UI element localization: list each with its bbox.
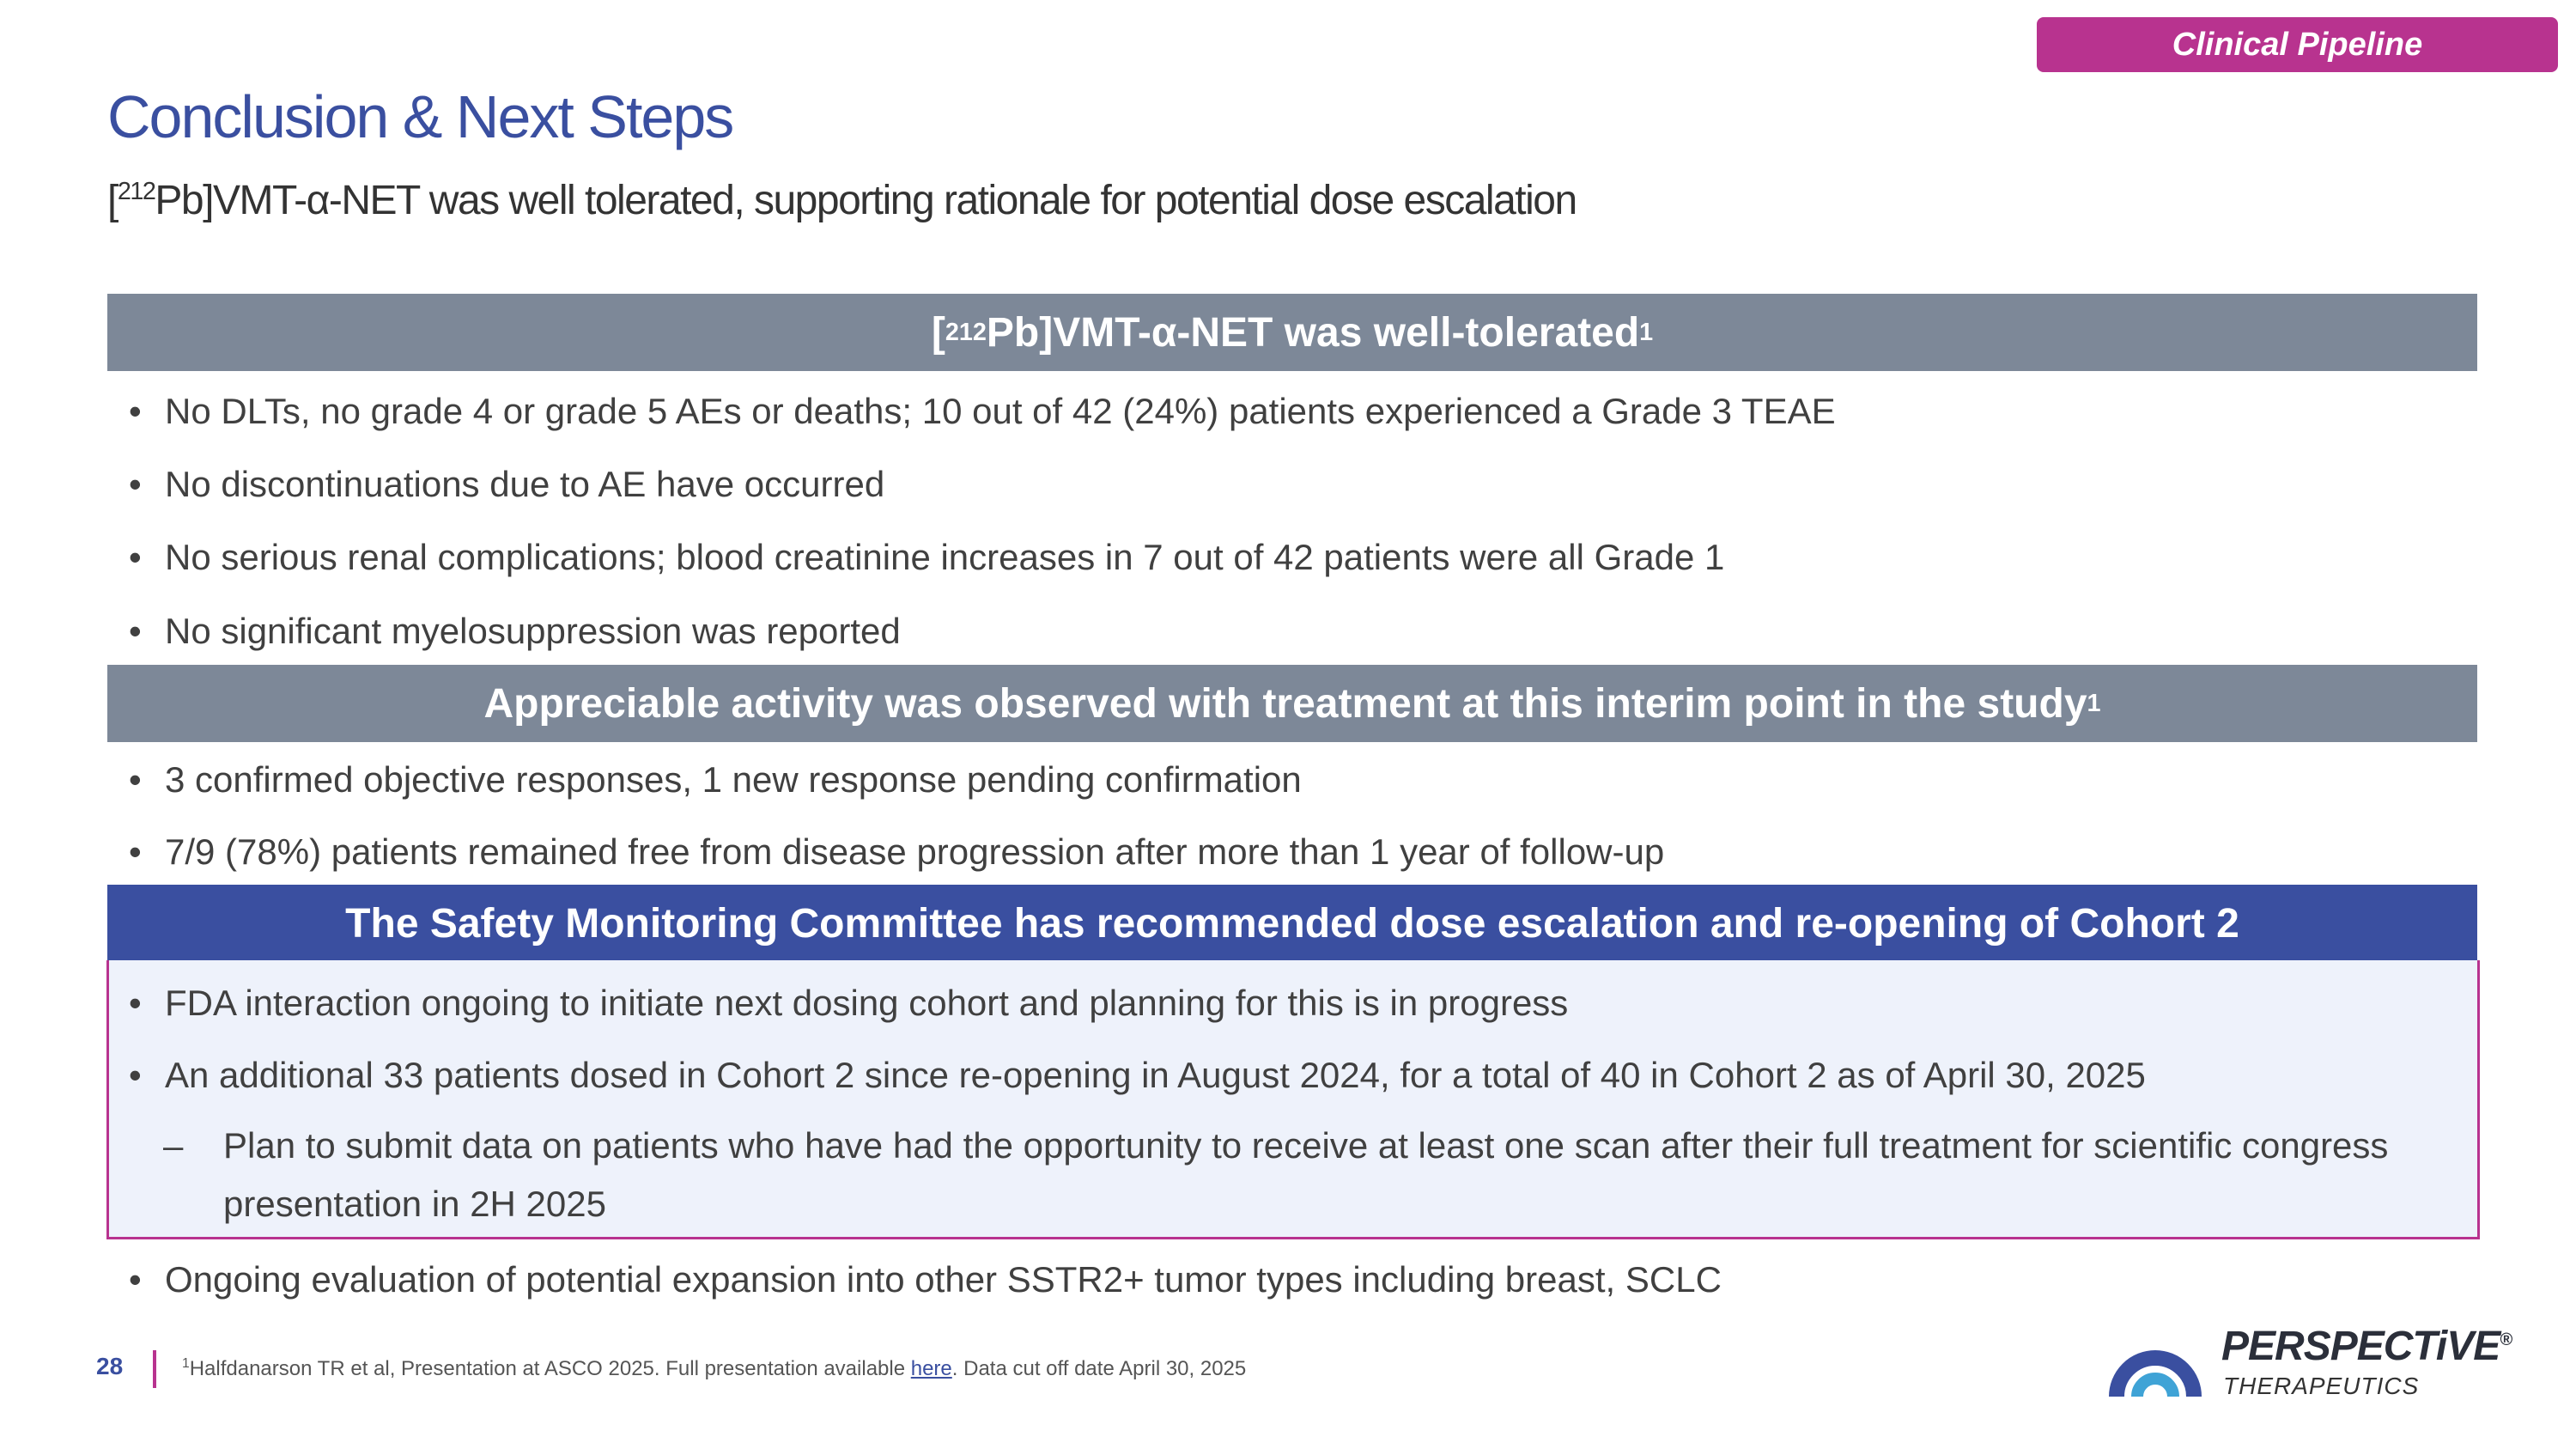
list-item: • FDA interaction ongoing to initiate next dosing cohort and planning for this is in progress bbox=[129, 983, 1569, 1023]
section-header-tolerated: [ 212 Pb]VMT-α-NET was well-tolerated 1 bbox=[107, 294, 2477, 371]
list-item: • No significant myelosuppression was reported bbox=[129, 611, 901, 651]
list-item: • No discontinuations due to AE have occurred bbox=[129, 464, 885, 504]
footnote: $^1$Halfdanarson TR et al, Presentation at ASCO 2025. Full presentation available here. Data cut off date April 30, 2025 bbox=[182, 1356, 1247, 1380]
list-item: • No DLTs, no grade 4 or grade 5 AEs or deaths; 10 out of 42 (24%) patients experienced a Grade 3 TEAE bbox=[129, 391, 1836, 431]
sub-list-item: – Plan to submit data on patients who have had the opportunity to receive at least one scan after their full treatment for scientific congress presentation in 2H 2025 bbox=[163, 1125, 2389, 1224]
list-item: • 3 confirmed objective responses, 1 new response pending confirmation bbox=[129, 759, 1302, 800]
list-item: • Ongoing evaluation of potential expansion into other SSTR2+ tumor types including breast, SCLC bbox=[129, 1259, 1722, 1300]
list-item: • No serious renal complications; blood creatinine increases in 7 out of 42 patients were all Grade 1 bbox=[129, 537, 1725, 577]
clinical-pipeline-badge: Clinical Pipeline bbox=[2037, 17, 2558, 72]
company-logo bbox=[2108, 1321, 2512, 1416]
list-item: • 7/9 (78%) patients remained free from disease progression after more than 1 year of follow-up bbox=[129, 831, 1665, 872]
page-title: Conclusion & Next Steps bbox=[107, 83, 733, 150]
logo-subtitle: THERAPEUTICS bbox=[2223, 1373, 2420, 1399]
logo-name: PERSPECTiVE® bbox=[2221, 1324, 2512, 1369]
section-header-activity: Appreciable activity was observed with treatment at this interim point in the study 1 bbox=[107, 665, 2477, 742]
perspective-logo-icon bbox=[2108, 1321, 2202, 1416]
presentation-link[interactable]: here bbox=[910, 1357, 952, 1380]
list-item: • An additional 33 patients dosed in Cohort 2 since re-opening in August 2024, for a total of 40 in Cohort 2 as of April 30, 2025 bbox=[129, 1055, 2146, 1095]
footer-divider bbox=[153, 1350, 156, 1388]
section-header-committee: The Safety Monitoring Committee has recommended dose escalation and re-opening of Cohort 2 bbox=[107, 885, 2477, 962]
page-subtitle: [$^{212}$Pb]VMT-α-NET was well tolerated, supporting rationale for potential dose escalation bbox=[107, 178, 1577, 223]
page-number: 28 bbox=[96, 1353, 124, 1379]
